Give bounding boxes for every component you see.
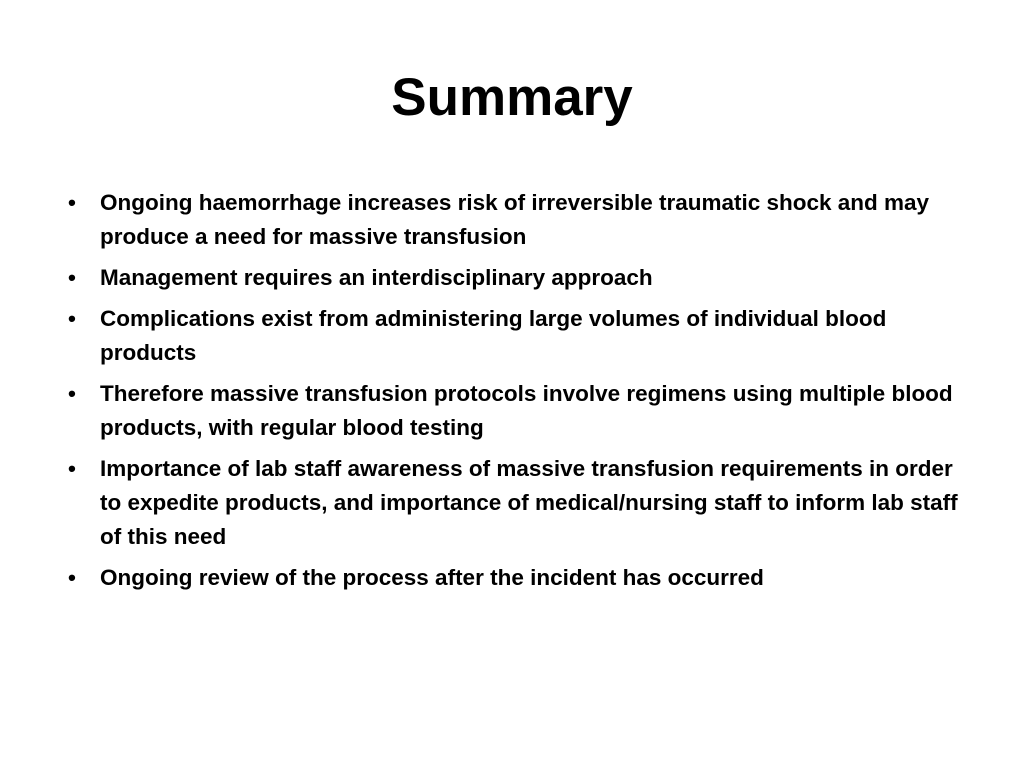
bullet-marker: • <box>68 565 76 590</box>
bullet-marker: • <box>68 381 76 406</box>
bullet-item <box>62 561 962 595</box>
bullet-marker: • <box>68 190 76 215</box>
bullet-text: Ongoing haemorrhage increases risk of irreversible traumatic shock and may produce a need for massive transfusion <box>100 190 930 249</box>
bullet-text: Management requires an interdisciplinary approach <box>100 265 653 290</box>
bullet-text: Therefore massive transfusion protocols involve regimens using multiple blood products, with regular blood testing <box>100 381 953 440</box>
bullet-text: Ongoing review of the process after the incident has occurred <box>100 565 764 590</box>
bullet-text: Complications exist from administering large volumes of individual blood products <box>100 306 887 365</box>
bullet-text: Importance of lab staff awareness of massive transfusion requirements in order to expedite products, and importance of medical/nursing staff to inform lab staff of this need <box>100 456 958 549</box>
bullet-item <box>62 452 962 554</box>
bullet-marker: • <box>68 456 76 481</box>
bullet-marker: • <box>68 306 76 331</box>
bullet-item <box>62 261 962 295</box>
bullet-item <box>62 302 962 370</box>
bullet-item <box>62 186 962 254</box>
bullet-marker: • <box>68 265 76 290</box>
bullet-item <box>62 377 962 445</box>
bullet-list <box>62 186 962 602</box>
slide-title: Summary <box>391 68 633 127</box>
